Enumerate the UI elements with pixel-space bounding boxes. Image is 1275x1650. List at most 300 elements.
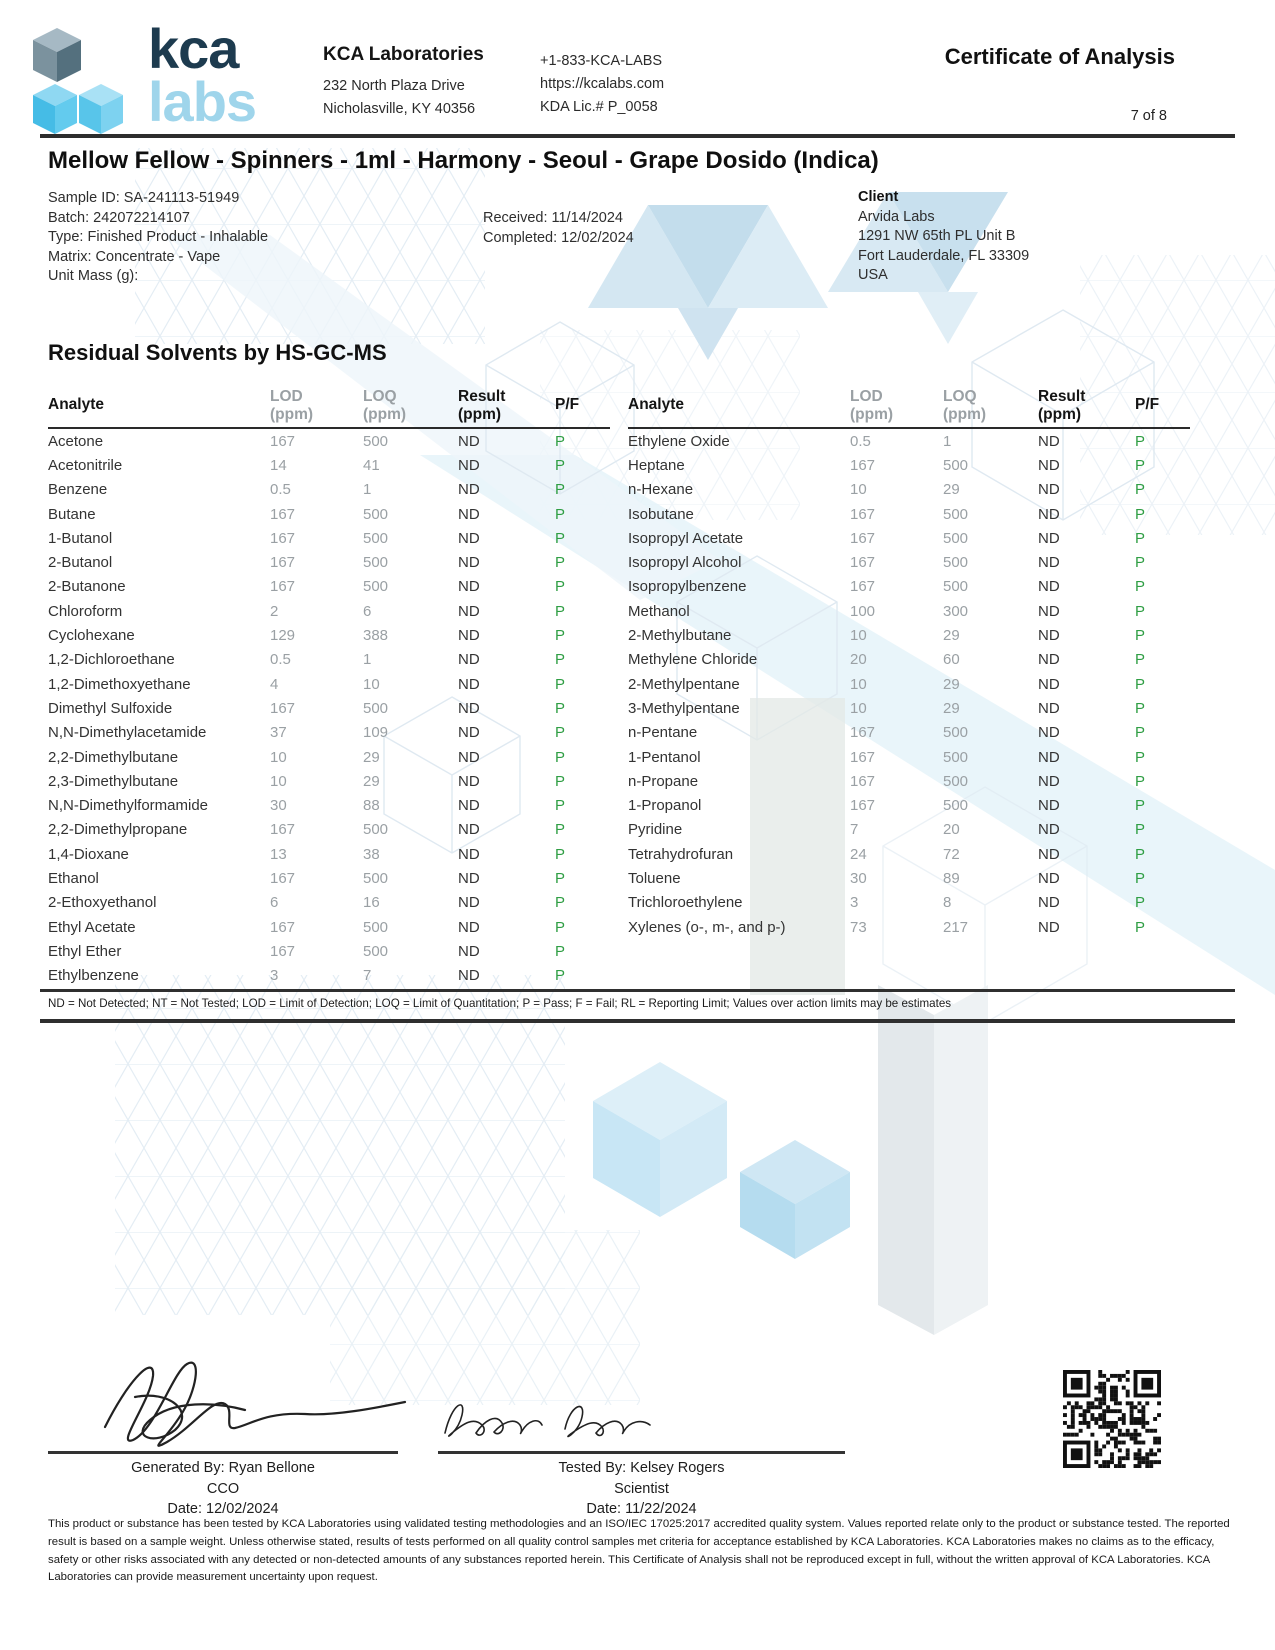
pass-fail-value: P [1135, 578, 1146, 596]
column-header-pf: P/F [555, 396, 580, 413]
loq-value: 29 [363, 772, 380, 790]
loq-value: 500 [943, 578, 969, 596]
lab-license: KDA Lic.# P_0058 [540, 99, 658, 115]
pass-fail-value: P [555, 456, 566, 474]
result-value: ND [1038, 554, 1060, 572]
loq-value: 500 [363, 432, 389, 450]
lod-value: 167 [850, 748, 876, 766]
lod-value: 30 [270, 797, 287, 815]
lod-value: 167 [270, 432, 296, 450]
generated-date: Date: 12/02/2024 [167, 1501, 279, 1517]
loq-value: 109 [363, 724, 389, 742]
lod-value: 0.5 [270, 651, 291, 669]
analyte-name: Benzene [48, 481, 108, 499]
result-value: ND [458, 505, 480, 523]
pass-fail-value: P [555, 797, 566, 815]
analyte-name: n-Pentane [628, 724, 698, 742]
table-row [48, 842, 610, 866]
qr-code [1063, 1370, 1161, 1468]
page-number: 7 of 8 [1130, 108, 1167, 124]
table-row [628, 429, 1190, 453]
table-row [628, 696, 1190, 720]
lod-value: 167 [270, 942, 296, 960]
legal-disclaimer: This product or substance has been tested by KCA Laboratories using validated testing methodologies and an ISO/IEC 17025:2017 accredited quality system. Values reported relate only to the product or substance tested. The reported result is based on a sample weight. Unless otherwise stated, results of tests performed on all quality control samples met criteria for acceptance established by KCA Laboratories. KCA Laboratories makes no claims as to the efficacy, safety or other risks associated with any detected or non-detected amounts of any substances reported herein. This Certificate of Analysis shall not be reproduced except in full, without the written approval of KCA Laboratories. KCA Laboratories can provide measurement uncertainty upon request. [48, 1518, 1230, 1584]
pass-fail-value: P [1135, 845, 1146, 863]
analyte-name: 1-Butanol [48, 529, 113, 547]
lod-value: 167 [850, 578, 876, 596]
pass-fail-value: P [555, 772, 566, 790]
client-line: USA [858, 267, 888, 283]
analyte-name: Ethanol [48, 869, 99, 887]
result-value: ND [1038, 748, 1060, 766]
lod-value: 167 [270, 699, 296, 717]
table-row [48, 575, 610, 599]
pass-fail-value: P [1135, 821, 1146, 839]
result-value: ND [1038, 481, 1060, 499]
table-row [48, 964, 610, 988]
table-body-right [628, 429, 1190, 939]
table-row [628, 793, 1190, 817]
analyte-name: Isopropylbenzene [628, 578, 747, 596]
sample-date-line: Completed: 12/02/2024 [483, 229, 634, 246]
client-line: Arvida Labs [858, 208, 935, 225]
pass-fail-value: P [1135, 481, 1146, 499]
pass-fail-value: P [555, 651, 566, 669]
analyte-name: Ethylbenzene [48, 967, 139, 985]
loq-value: 500 [363, 529, 389, 547]
loq-value: 38 [363, 845, 380, 863]
loq-value: 388 [363, 627, 389, 645]
lab-name: KCA Laboratories [323, 44, 484, 65]
table-row [48, 672, 610, 696]
analyte-name: Isobutane [628, 505, 694, 523]
analyte-name: 2-Butanol [48, 554, 113, 572]
column-header-lod: LOD (ppm) [270, 388, 314, 423]
analyte-name: Ethyl Ether [48, 942, 122, 960]
result-value: ND [1038, 797, 1060, 815]
pass-fail-value: P [1135, 772, 1146, 790]
generated-by: Generated By: Ryan Bellone [131, 1460, 315, 1476]
table-row [48, 623, 610, 647]
lod-value: 13 [270, 845, 287, 863]
result-value: ND [458, 578, 480, 596]
analyte-name: Acetonitrile [48, 456, 123, 474]
table-row [48, 696, 610, 720]
table-row [628, 818, 1190, 842]
loq-value: 500 [363, 505, 389, 523]
analyte-name: 2,2-Dimethylpropane [48, 821, 188, 839]
analyte-name: Chloroform [48, 602, 123, 620]
loq-value: 300 [943, 602, 969, 620]
solvents-table-right [628, 386, 1190, 988]
loq-value: 500 [943, 748, 969, 766]
table-row [628, 526, 1190, 550]
logo-kca-text: kca [148, 17, 239, 80]
client-line: Fort Lauderdale, FL 33309 [858, 247, 1030, 264]
pass-fail-value: P [555, 481, 566, 499]
lab-contact-block [540, 50, 664, 119]
pass-fail-value: P [1135, 651, 1146, 669]
table-row [48, 599, 610, 623]
result-value: ND [1038, 699, 1060, 717]
result-value: ND [1038, 772, 1060, 790]
lod-value: 167 [850, 529, 876, 547]
analyte-name: Butane [48, 505, 96, 523]
loq-value: 89 [943, 869, 960, 887]
analyte-name: n-Hexane [628, 481, 694, 499]
table-row [628, 502, 1190, 526]
table-row [48, 453, 610, 477]
result-value: ND [1038, 894, 1060, 912]
column-header-loq: LOQ (ppm) [363, 388, 407, 423]
result-value: ND [458, 432, 480, 450]
analyte-name: Tetrahydrofuran [628, 845, 734, 863]
lod-value: 167 [850, 554, 876, 572]
result-value: ND [458, 797, 480, 815]
analyte-name: 2-Butanone [48, 578, 126, 596]
pass-fail-value: P [1135, 602, 1146, 620]
table-row [48, 818, 610, 842]
analyte-name: Isopropyl Acetate [628, 529, 744, 547]
loq-value: 8 [943, 894, 952, 912]
pass-fail-value: P [555, 505, 566, 523]
result-value: ND [458, 651, 480, 669]
kelsey-rogers-signature [430, 1383, 680, 1448]
result-value: ND [1038, 627, 1060, 645]
ryan-bellone-signature [75, 1342, 455, 1457]
lod-value: 10 [850, 627, 867, 645]
result-value: ND [458, 942, 480, 960]
table-row [48, 939, 610, 963]
analyte-name: 1,2-Dimethoxyethane [48, 675, 191, 693]
loq-value: 1 [363, 651, 372, 669]
result-value: ND [1038, 845, 1060, 863]
analyte-name: N,N-Dimethylformamide [48, 797, 209, 815]
tested-by: Tested By: Kelsey Rogers [558, 1460, 725, 1476]
client-heading: Client [858, 189, 899, 205]
loq-value: 29 [943, 699, 960, 717]
analyte-name: Ethylene Oxide [628, 432, 730, 450]
table-row [48, 550, 610, 574]
pass-fail-value: P [555, 578, 566, 596]
lod-value: 4 [270, 675, 279, 693]
lod-value: 37 [270, 724, 287, 742]
client-line: 1291 NW 65th PL Unit B [858, 228, 1016, 244]
lab-website: https://kcalabs.com [540, 76, 665, 92]
pass-fail-value: P [555, 942, 566, 960]
pass-fail-value: P [555, 602, 566, 620]
analyte-name: Heptane [628, 456, 685, 474]
lod-value: 0.5 [850, 432, 871, 450]
table-row [48, 502, 610, 526]
loq-value: 10 [363, 675, 380, 693]
pass-fail-value: P [555, 894, 566, 912]
analyte-name: 1,2-Dichloroethane [48, 651, 175, 669]
lod-value: 167 [270, 529, 296, 547]
pass-fail-value: P [555, 529, 566, 547]
lod-value: 167 [270, 578, 296, 596]
generated-role: CCO [206, 1480, 240, 1497]
lod-value: 167 [850, 797, 876, 815]
result-value: ND [458, 894, 480, 912]
pass-fail-value: P [1135, 869, 1146, 887]
sample-info-line: Unit Mass (g): [48, 268, 139, 284]
table-row [48, 648, 610, 672]
result-value: ND [1038, 918, 1060, 936]
result-value: ND [1038, 651, 1060, 669]
table-row [628, 842, 1190, 866]
table-row [628, 769, 1190, 793]
loq-value: 500 [363, 918, 389, 936]
lod-value: 167 [270, 821, 296, 839]
table-row [628, 453, 1190, 477]
analyte-name: Pyridine [628, 821, 683, 839]
result-value: ND [458, 675, 480, 693]
table-row [628, 599, 1190, 623]
lod-value: 167 [850, 505, 876, 523]
pass-fail-value: P [555, 967, 566, 985]
table-body-left [48, 429, 610, 988]
loq-value: 41 [363, 456, 380, 474]
lod-value: 10 [270, 772, 287, 790]
sample-info-left [48, 189, 268, 287]
table-row [628, 915, 1190, 939]
loq-value: 500 [363, 554, 389, 572]
pass-fail-value: P [1135, 894, 1146, 912]
lod-value: 20 [850, 651, 867, 669]
result-value: ND [1038, 578, 1060, 596]
analyte-name: Isopropyl Alcohol [628, 554, 742, 572]
pass-fail-value: P [1135, 918, 1146, 936]
lab-phone: +1-833-KCA-LABS [540, 53, 663, 69]
result-value: ND [1038, 675, 1060, 693]
lod-value: 167 [850, 772, 876, 790]
solvents-tables [48, 386, 1228, 988]
loq-value: 500 [363, 942, 389, 960]
lod-value: 100 [850, 602, 876, 620]
lod-value: 167 [270, 554, 296, 572]
result-value: ND [458, 554, 480, 572]
loq-value: 29 [943, 627, 960, 645]
pass-fail-value: P [1135, 554, 1146, 572]
sample-info-line: Type: Finished Product - Inhalable [48, 229, 269, 245]
tested-by-block [438, 1458, 845, 1520]
generated-signature-line [48, 1451, 398, 1454]
sample-date-line: Received: 11/14/2024 [483, 210, 624, 226]
pass-fail-value: P [555, 554, 566, 572]
lod-value: 7 [850, 821, 859, 839]
kca-labs-logo [148, 17, 257, 133]
result-value: ND [1038, 432, 1060, 450]
pass-fail-value: P [555, 627, 566, 645]
lod-value: 14 [270, 456, 287, 474]
analyte-name: 2-Methylbutane [628, 627, 732, 645]
pass-fail-value: P [555, 699, 566, 717]
lod-value: 167 [850, 724, 876, 742]
analyte-name: Xylenes (o-, m-, and p-) [628, 918, 786, 936]
loq-value: 29 [363, 748, 380, 766]
analyte-name: Toluene [628, 869, 681, 887]
sample-info-line: Matrix: Concentrate - Vape [48, 248, 221, 265]
pass-fail-value: P [1135, 505, 1146, 523]
lod-value: 2 [270, 602, 279, 620]
result-value: ND [1038, 505, 1060, 523]
loq-value: 60 [943, 651, 960, 669]
table-row [48, 429, 610, 453]
lod-value: 24 [850, 845, 867, 863]
result-value: ND [458, 845, 480, 863]
loq-value: 29 [943, 675, 960, 693]
logo-labs-text: labs [148, 70, 257, 133]
result-value: ND [1038, 869, 1060, 887]
column-header-loq: LOQ (ppm) [943, 388, 987, 423]
loq-value: 500 [943, 505, 969, 523]
analyte-name: 1-Propanol [628, 797, 702, 815]
table-row [628, 623, 1190, 647]
lab-address-line2: Nicholasville, KY 40356 [323, 101, 476, 117]
table-row [628, 891, 1190, 915]
pass-fail-value: P [555, 724, 566, 742]
analyte-name: 2,2-Dimethylbutane [48, 748, 179, 766]
analyte-name: Methylene Chloride [628, 651, 758, 669]
loq-value: 72 [943, 845, 960, 863]
lod-value: 3 [850, 894, 859, 912]
column-header-analyte: Analyte [628, 396, 684, 413]
table-row [628, 478, 1190, 502]
table-row [48, 915, 610, 939]
loq-value: 500 [363, 578, 389, 596]
result-value: ND [458, 529, 480, 547]
result-value: ND [1038, 602, 1060, 620]
column-header-analyte: Analyte [48, 396, 104, 413]
pass-fail-value: P [1135, 724, 1146, 742]
generated-by-block [48, 1458, 398, 1520]
sample-info-line: Sample ID: SA-241113-51949 [48, 190, 240, 206]
kca-logo-cubes-icon [25, 26, 125, 138]
loq-value: 1 [363, 481, 372, 499]
table-row [48, 526, 610, 550]
footnote-divider-bottom [40, 1019, 1235, 1023]
analyte-name: 1-Pentanol [628, 748, 701, 766]
lod-value: 3 [270, 967, 279, 985]
result-value: ND [458, 772, 480, 790]
result-value: ND [458, 602, 480, 620]
result-value: ND [458, 481, 480, 499]
analyte-name: n-Propane [628, 772, 699, 790]
lod-value: 6 [270, 894, 279, 912]
pass-fail-value: P [555, 869, 566, 887]
analyte-name: Dimethyl Sulfoxide [48, 699, 173, 717]
lod-value: 10 [850, 699, 867, 717]
loq-value: 500 [363, 821, 389, 839]
analyte-name: Acetone [48, 432, 104, 450]
table-row [48, 478, 610, 502]
result-value: ND [1038, 724, 1060, 742]
result-value: ND [458, 748, 480, 766]
header-divider [40, 134, 1235, 138]
lod-value: 167 [270, 918, 296, 936]
table-row [48, 793, 610, 817]
loq-value: 29 [943, 481, 960, 499]
lab-address-line1: 232 North Plaza Drive [323, 78, 465, 94]
result-value: ND [1038, 821, 1060, 839]
analyte-name: 1,4-Dioxane [48, 845, 129, 863]
tested-date: Date: 11/22/2024 [586, 1501, 697, 1517]
loq-value: 7 [363, 967, 372, 985]
lod-value: 167 [270, 505, 296, 523]
pass-fail-value: P [555, 918, 566, 936]
table-header [48, 386, 610, 429]
loq-value: 500 [943, 456, 969, 474]
pass-fail-value: P [1135, 675, 1146, 693]
loq-value: 1 [943, 432, 952, 450]
analyte-name: 2-Ethoxyethanol [48, 894, 157, 912]
analyte-name: Cyclohexane [48, 627, 135, 645]
loq-value: 16 [363, 894, 380, 912]
footnote-divider-top [40, 989, 1235, 992]
table-row [628, 550, 1190, 574]
pass-fail-value: P [555, 675, 566, 693]
pass-fail-value: P [1135, 529, 1146, 547]
table-row [48, 866, 610, 890]
loq-value: 20 [943, 821, 960, 839]
loq-value: 6 [363, 602, 372, 620]
loq-value: 500 [363, 699, 389, 717]
analyte-name: 2,3-Dimethylbutane [48, 772, 179, 790]
loq-value: 500 [943, 554, 969, 572]
result-value: ND [458, 869, 480, 887]
loq-value: 500 [943, 529, 969, 547]
lod-value: 167 [850, 456, 876, 474]
loq-value: 88 [363, 797, 380, 815]
table-row [48, 769, 610, 793]
loq-value: 500 [943, 797, 969, 815]
table-row [628, 866, 1190, 890]
table-header [628, 386, 1190, 429]
analyte-name: Trichloroethylene [628, 894, 743, 912]
result-value: ND [1038, 456, 1060, 474]
table-row [628, 721, 1190, 745]
loq-value: 217 [943, 918, 969, 936]
loq-value: 500 [363, 869, 389, 887]
analyte-name: Methanol [628, 602, 690, 620]
lod-value: 0.5 [270, 481, 291, 499]
table-row [48, 891, 610, 915]
solvents-table-left [48, 386, 610, 988]
result-value: ND [1038, 529, 1060, 547]
pass-fail-value: P [555, 821, 566, 839]
pass-fail-value: P [1135, 699, 1146, 717]
pass-fail-value: P [1135, 748, 1146, 766]
analyte-name: 3-Methylpentane [628, 699, 740, 717]
table-row [48, 745, 610, 769]
pass-fail-value: P [1135, 797, 1146, 815]
result-value: ND [458, 918, 480, 936]
sample-info-dates [483, 209, 634, 248]
tested-role: Scientist [614, 1480, 669, 1497]
product-title: Mellow Fellow - Spinners - 1ml - Harmony - Seoul - Grape Dosido (Indica) [48, 147, 879, 174]
result-value: ND [458, 724, 480, 742]
result-value: ND [458, 627, 480, 645]
tested-signature-line [438, 1451, 845, 1454]
result-value: ND [458, 821, 480, 839]
lod-value: 73 [850, 918, 867, 936]
column-header-result: Result (ppm) [1038, 388, 1086, 423]
pass-fail-value: P [555, 432, 566, 450]
analyte-name: N,N-Dimethylacetamide [48, 724, 207, 742]
column-header-lod: LOD (ppm) [850, 388, 894, 423]
lod-value: 30 [850, 869, 867, 887]
